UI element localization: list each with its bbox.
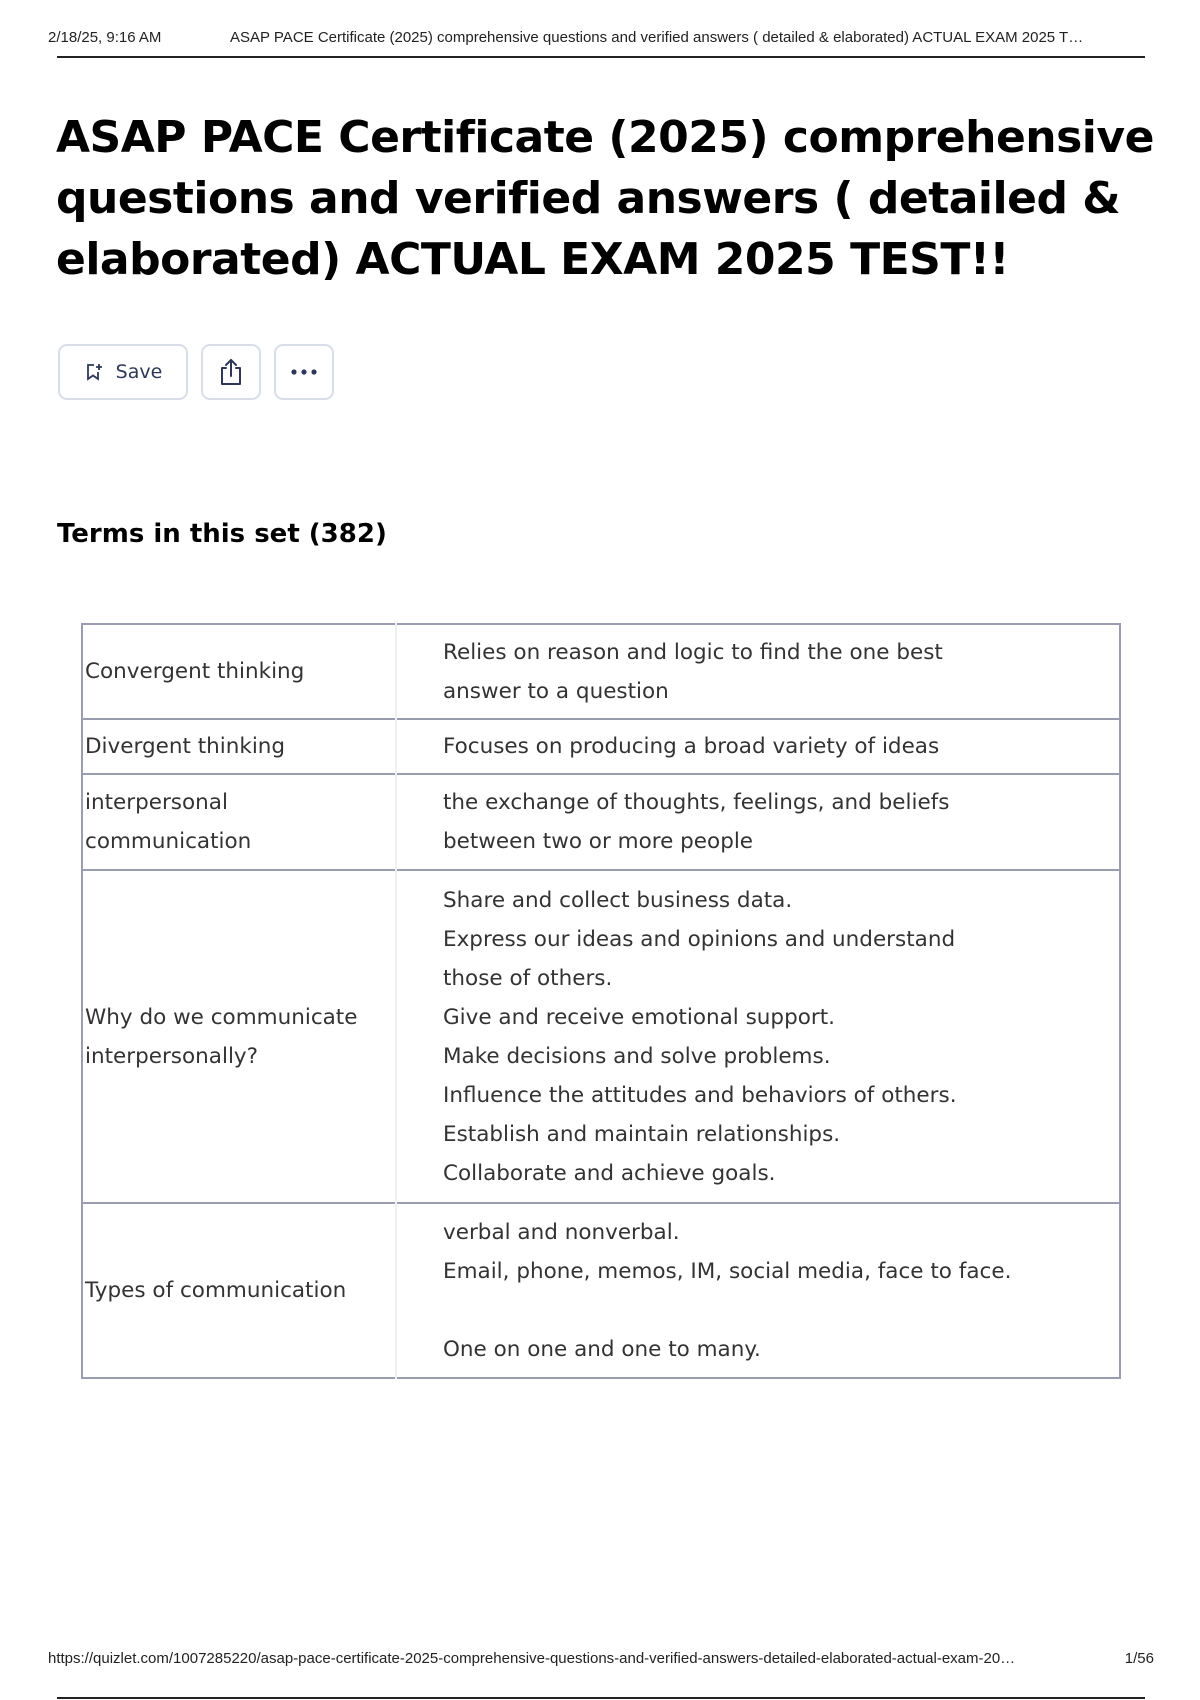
print-footer (48, 1650, 1154, 1670)
definition-cell: Share and collect business data. Express our ideas and opinions and understand those of others. Give and receive emotional support. Make decisions and solve problems. Influence the attitudes and behaviors of others. Establish and maintain relationships. Collaborate and achieve goals. (443, 887, 957, 1186)
page-number: 1/56 (1124, 1650, 1154, 1667)
terms-heading: Terms in this set (382) (57, 519, 387, 549)
table-row (82, 1203, 1120, 1378)
share-button[interactable] (201, 344, 261, 400)
save-button[interactable] (58, 344, 188, 400)
definition-cell: Relies on reason and logic to find the one best answer to a question (443, 639, 943, 704)
term-cell: Why do we communicate interpersonally? (82, 870, 396, 1203)
footer-divider (57, 1697, 1145, 1699)
table-row (82, 624, 1120, 719)
more-horizontal-icon (290, 368, 318, 376)
table-row (82, 870, 1120, 1203)
term-cell: Types of communication (82, 1203, 396, 1378)
share-icon (217, 357, 245, 387)
bookmark-add-icon (84, 362, 104, 382)
definition-cell: verbal and nonverbal. Email, phone, memos, IM, social media, face to face. One on one and one to many. (443, 1219, 1012, 1362)
term-cell: Convergent thinking (82, 624, 396, 719)
page-url: https://quizlet.com/1007285220/asap-pace-certificate-2025-comprehensive-questions-and-verified-answers-detailed-elaborated-actual-exam-20… (48, 1650, 1016, 1667)
print-header (48, 29, 1145, 49)
terms-table (81, 623, 1121, 1379)
term-cell: interpersonal communication (82, 774, 396, 870)
header-divider (57, 56, 1145, 58)
save-button-label: Save (115, 361, 163, 383)
more-options-button[interactable] (274, 344, 334, 400)
table-row (82, 719, 1120, 774)
term-cell: Divergent thinking (82, 719, 396, 774)
definition-cell: the exchange of thoughts, feelings, and beliefs between two or more people (443, 790, 950, 854)
table-row (82, 774, 1120, 870)
page-title: ASAP PACE Certificate (2025) comprehensive questions and verified answers ( detailed & elaborated) ACTUAL EXAM 2025 TEST!! (56, 112, 1154, 285)
print-date: 2/18/25, 9:16 AM (48, 29, 162, 46)
print-title: ASAP PACE Certificate (2025) comprehensive questions and verified answers ( detailed & elaborated) ACTUAL EXAM 2025 T… (230, 29, 1084, 46)
definition-cell: Focuses on producing a broad variety of ideas (443, 734, 940, 759)
